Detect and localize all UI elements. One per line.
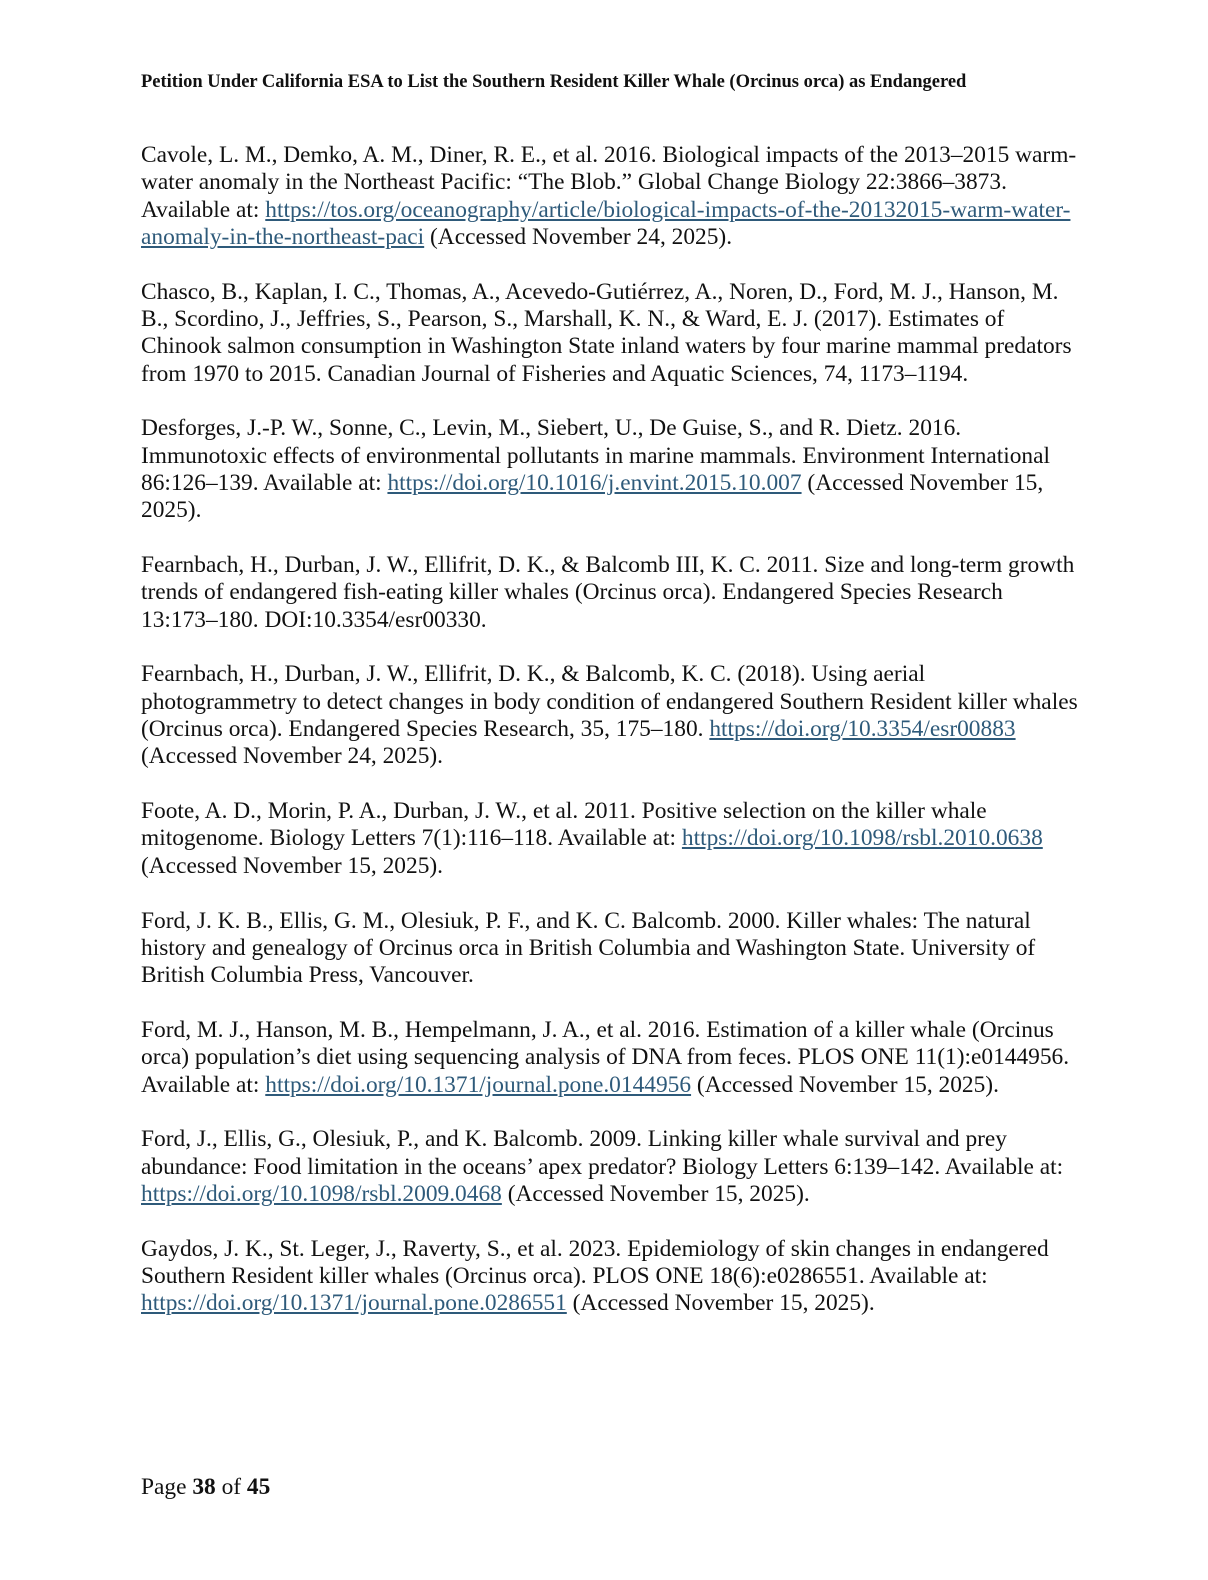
- reference-item: [141, 552, 1081, 634]
- reference-link[interactable]: https://doi.org/10.1371/journal.pone.0286551: [141, 1290, 567, 1317]
- reference-item: [141, 661, 1081, 770]
- reference-list: [141, 142, 1081, 1345]
- page-of-label: of: [215, 1474, 247, 1500]
- reference-item: [141, 798, 1081, 880]
- reference-text: Cavole, L. M., Demko, A. M., Diner, R. E., et al. 2016. Biological impacts of the 2013–2015 warm-water anomaly in the Northeast Pacific: “The Blob.” Global Change Biology 22:3866–3873. Available at:: [141, 142, 1077, 223]
- reference-item: [141, 279, 1081, 388]
- reference-link[interactable]: https://doi.org/10.3354/esr00883: [709, 716, 1016, 743]
- reference-text: Fearnbach, H., Durban, J. W., Ellifrit, D. K., & Balcomb III, K. C. 2011. Size and long-term growth trends of endangered fish-eating killer whales (Orcinus orca). Endangered Species Research 13:173–180. DOI:10.3354/esr00330.: [141, 552, 1075, 633]
- reference-item: [141, 908, 1081, 990]
- reference-item: [141, 1017, 1081, 1099]
- reference-item: [141, 1236, 1081, 1318]
- reference-text: Ford, J. K. B., Ellis, G. M., Olesiuk, P. F., and K. C. Balcomb. 2000. Killer whales: The natural history and genealogy of Orcinus orca in British Columbia and Washington State. University of British Columbia Press, Vancouver.: [141, 907, 1036, 989]
- reference-text: Chasco, B., Kaplan, I. C., Thomas, A., Acevedo-Gutiérrez, A., Noren, D., Ford, M. J., Hanson, M. B., Scordino, J., Jeffries, S., Pearson, S., Marshall, K. N., & Ward, E. J. (2017). Estimates of Chinook salmon consumption in Washington State inland waters by four marine mammal predators from 1970 to 2015. Canadian Journal of Fisheries and Aquatic Sciences, 74, 1173–1194.: [141, 278, 1072, 387]
- reference-link[interactable]: https://doi.org/10.1016/j.envint.2015.10.007: [387, 469, 802, 496]
- reference-accessed: (Accessed November 24, 2025).: [424, 223, 733, 250]
- reference-text: Ford, M. J., Hanson, M. B., Hempelmann, J. A., et al. 2016. Estimation of a killer whale (Orcinus orca) population’s diet using sequencing analysis of DNA from feces. PLOS ONE 11(1):e0144956. Available at:: [141, 1016, 1070, 1098]
- reference-accessed: (Accessed November 24, 2025).: [141, 743, 444, 770]
- reference-accessed: (Accessed November 15, 2025).: [691, 1071, 999, 1098]
- reference-item: [141, 415, 1081, 524]
- page-label: Page: [141, 1474, 193, 1500]
- reference-accessed: (Accessed November 15, 2025).: [141, 852, 444, 879]
- reference-link[interactable]: https://doi.org/10.1098/rsbl.2010.0638: [681, 825, 1043, 852]
- page-header: Petition Under California ESA to List the Southern Resident Killer Whale (Orcinus orca) as Endangered: [141, 72, 967, 92]
- reference-accessed: (Accessed November 15, 2025).: [501, 1180, 810, 1207]
- total-pages-number: 45: [246, 1474, 271, 1500]
- reference-link[interactable]: https://doi.org/10.1098/rsbl.2009.0468: [141, 1180, 502, 1207]
- reference-accessed: (Accessed November 15, 2025).: [141, 469, 1044, 524]
- reference-link[interactable]: https://doi.org/10.1371/journal.pone.0144956: [265, 1071, 692, 1098]
- reference-accessed: (Accessed November 15, 2025).: [566, 1290, 875, 1317]
- reference-item: [141, 142, 1081, 251]
- current-page-number: 38: [192, 1474, 216, 1500]
- page-footer: [141, 1474, 270, 1501]
- reference-text: Fearnbach, H., Durban, J. W., Ellifrit, D. K., & Balcomb, K. C. (2018). Using aerial photogrammetry to detect changes in body condition of endangered Southern Resident killer whales (Orcinus orca). Endangered Species Research, 35, 175–180.: [141, 661, 1078, 743]
- reference-item: [141, 1126, 1081, 1208]
- reference-link[interactable]: https://tos.org/oceanography/article/biological-impacts-of-the-20132015-warm-water-anomaly-in-the-northeast-paci: [141, 196, 1071, 250]
- reference-text: Desforges, J.-P. W., Sonne, C., Levin, M., Siebert, U., De Guise, S., and R. Dietz. 2016. Immunotoxic effects of environmental pollutants in marine mammals. Environment International 86:126–139. Available at:: [141, 415, 1050, 496]
- reference-text: Ford, J., Ellis, G., Olesiuk, P., and K. Balcomb. 2009. Linking killer whale survival and prey abundance: Food limitation in the oceans’ apex predator? Biology Letters 6:139–142. Available at:: [141, 1126, 1064, 1180]
- reference-text: Foote, A. D., Morin, P. A., Durban, J. W., et al. 2011. Positive selection on the killer whale mitogenome. Biology Letters 7(1):116–118. Available at:: [141, 798, 987, 852]
- reference-text: Gaydos, J. K., St. Leger, J., Raverty, S., et al. 2023. Epidemiology of skin changes in endangered Southern Resident killer whales (Orcinus orca). PLOS ONE 18(6):e0286551. Available at:: [141, 1235, 1049, 1289]
